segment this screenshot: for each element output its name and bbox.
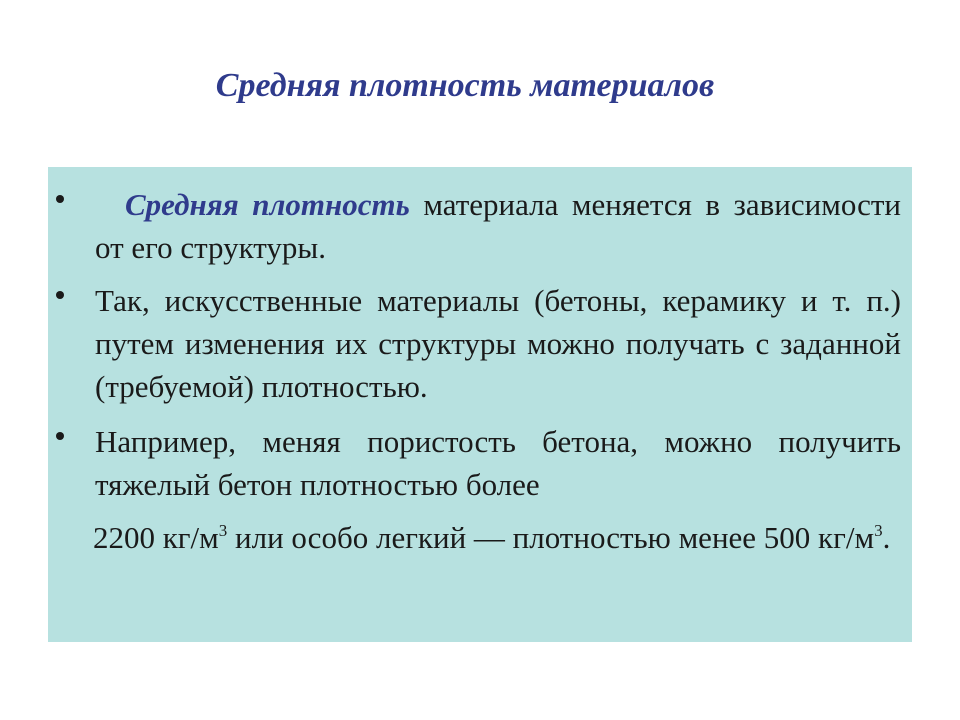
bullet-dot <box>56 291 64 299</box>
bullet-text: Например, меняя пористость бетона, можно получить тяжелый бетон плотностью более <box>95 424 901 502</box>
content-box <box>48 167 912 642</box>
slide-title: Средняя плотность материалов <box>215 67 715 104</box>
density-heavy: 2200 кг/м <box>93 520 219 555</box>
end-period: . <box>882 520 891 555</box>
density-light: или особо легкий — плотностью менее 500 кг/м <box>227 520 875 555</box>
bullet-body: материала меняется в зависимости от его структуры. <box>95 187 901 265</box>
bullet-text <box>95 183 901 269</box>
superscript: 3 <box>874 521 883 540</box>
bullet-dot <box>56 195 64 203</box>
emphasized-term: Средняя плотность <box>125 187 410 222</box>
bullet-dot <box>56 432 64 440</box>
superscript: 3 <box>218 521 228 540</box>
bullet-text: Так, искусственные материалы (бетоны, керамику и т. п.) путем изменения их структуры можно получать с заданной (требуемой) плотностью. <box>95 283 901 404</box>
continuation-text <box>95 516 901 559</box>
